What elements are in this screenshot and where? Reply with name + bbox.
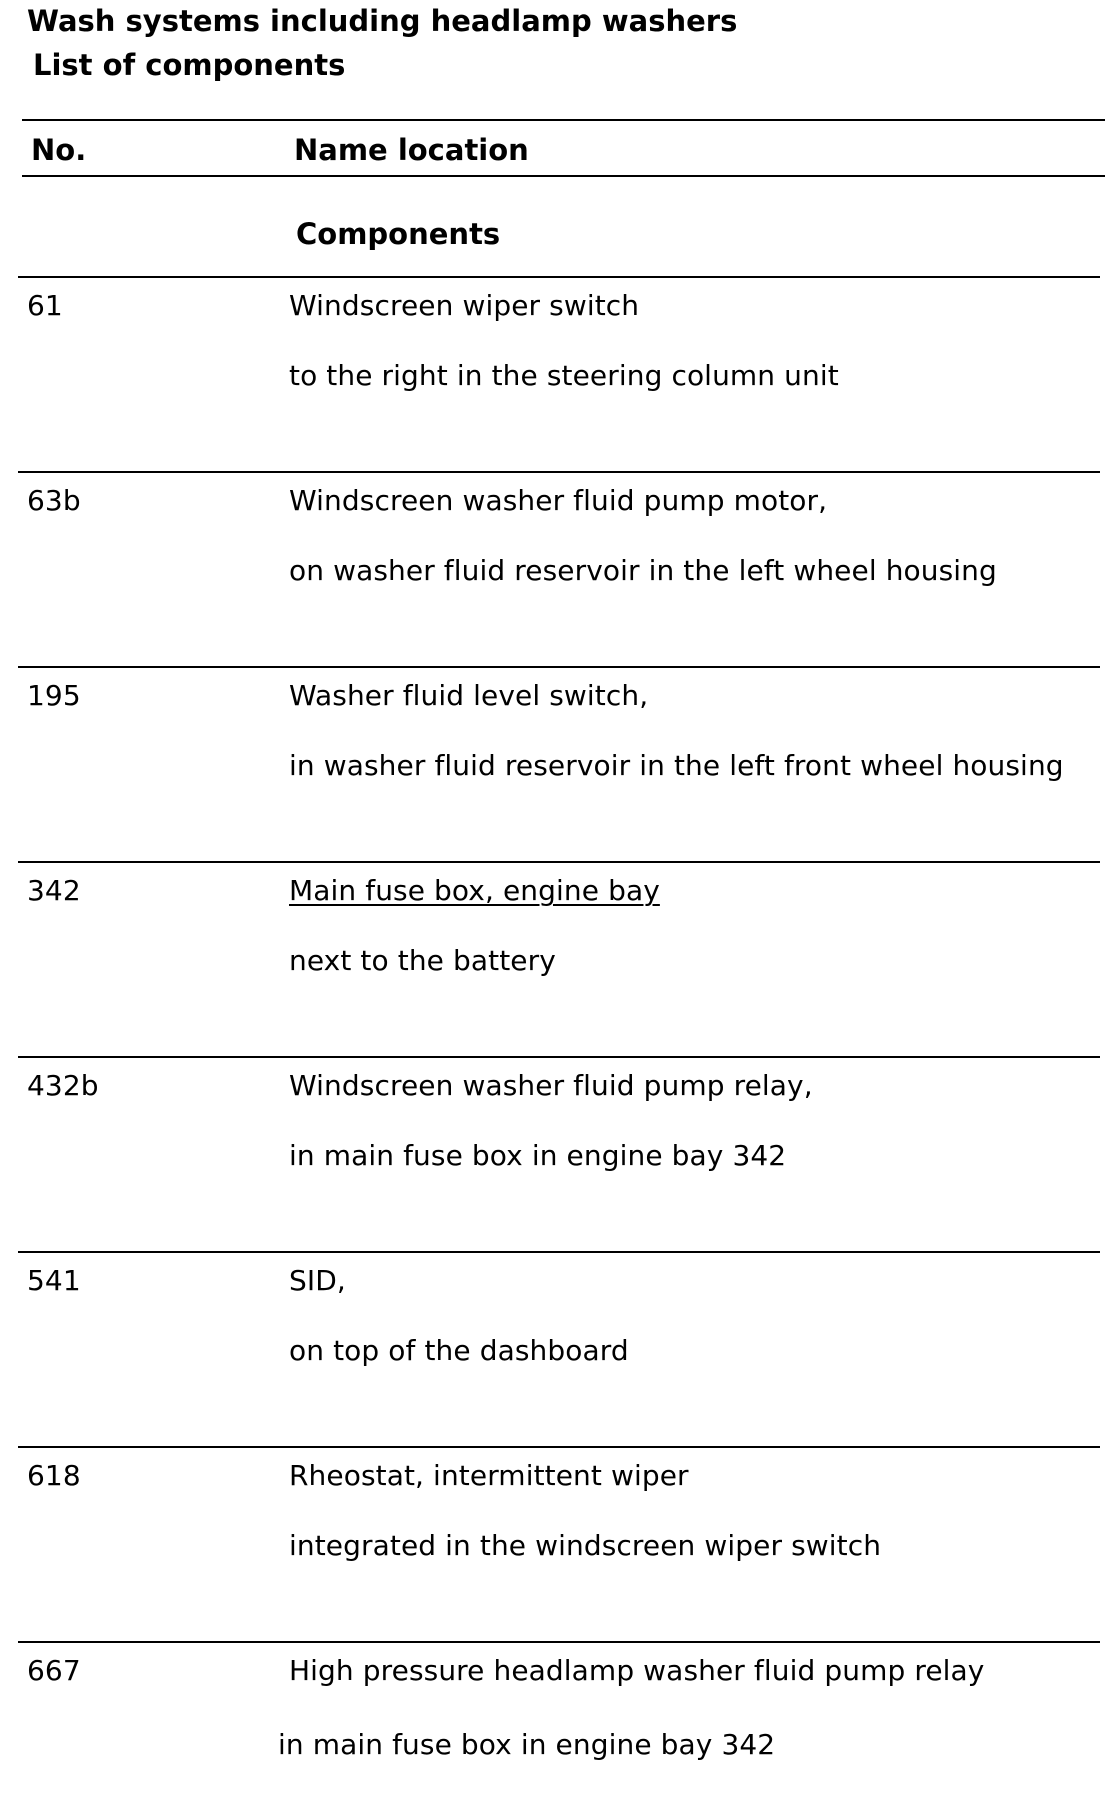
row-divider <box>18 1251 1100 1253</box>
row-divider <box>18 1446 1100 1448</box>
row-divider <box>18 861 1100 863</box>
row-divider <box>18 471 1100 473</box>
row-name: Main fuse box, engine bay <box>289 874 660 907</box>
row-divider <box>18 1641 1100 1643</box>
section-heading-components: Components <box>296 217 501 251</box>
row-divider <box>18 1056 1100 1058</box>
document-subtitle: List of components <box>33 48 346 82</box>
row-no: 667 <box>27 1654 81 1687</box>
row-name: SID, <box>289 1264 346 1297</box>
row-location: in main fuse box in engine bay 342 <box>289 1139 787 1172</box>
row-no: 63b <box>27 484 81 517</box>
row-no: 342 <box>27 874 81 907</box>
row-location: on top of the dashboard <box>289 1334 629 1367</box>
row-no: 541 <box>27 1264 81 1297</box>
row-divider <box>18 276 1100 278</box>
row-location: on washer fluid reservoir in the left wheel housing <box>289 554 997 587</box>
row-location: in washer fluid reservoir in the left front wheel housing <box>289 749 1064 782</box>
row-no: 432b <box>27 1069 99 1102</box>
row-name: Windscreen washer fluid pump motor, <box>289 484 828 517</box>
document-title: Wash systems including headlamp washers <box>27 4 738 38</box>
row-name: High pressure headlamp washer fluid pump relay <box>289 1654 985 1687</box>
row-name: Washer fluid level switch, <box>289 679 649 712</box>
row-divider <box>18 666 1100 668</box>
row-location: next to the battery <box>289 944 556 977</box>
header-bottom-rule <box>22 175 1105 177</box>
row-no: 61 <box>27 289 63 322</box>
table-top-rule <box>22 119 1105 121</box>
row-location: integrated in the windscreen wiper switch <box>289 1529 882 1562</box>
row-name: Windscreen wiper switch <box>289 289 640 322</box>
row-no: 618 <box>27 1459 81 1492</box>
row-no: 195 <box>27 679 81 712</box>
row-name: Rheostat, intermittent wiper <box>289 1459 689 1492</box>
row-location: to the right in the steering column unit <box>289 359 839 392</box>
row-name: Windscreen washer fluid pump relay, <box>289 1069 813 1102</box>
header-name-location: Name location <box>294 133 529 167</box>
header-no: No. <box>31 133 87 167</box>
row-location: in main fuse box in engine bay 342 <box>278 1728 776 1761</box>
